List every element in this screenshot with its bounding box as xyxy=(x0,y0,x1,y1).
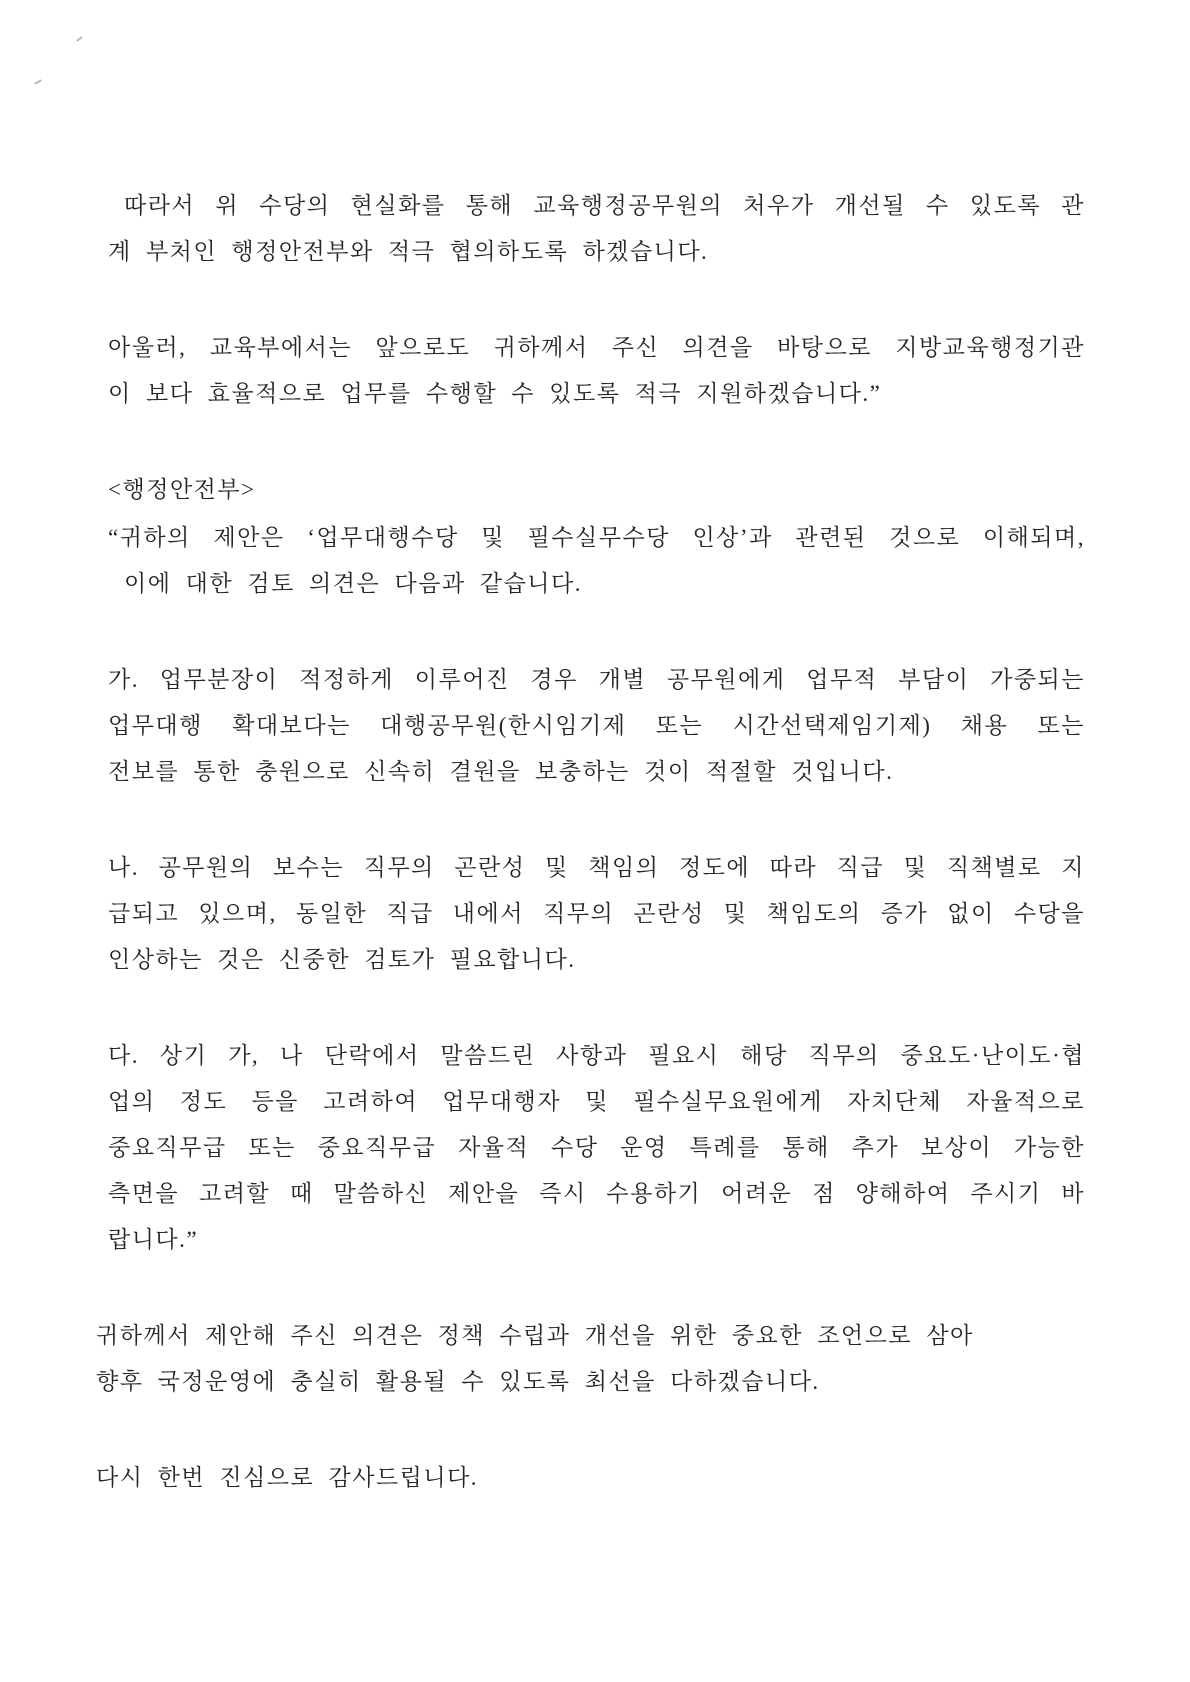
text-line: 다시 한번 진심으로 감사드립니다. xyxy=(96,1465,479,1490)
scan-speck xyxy=(34,79,42,85)
paragraph-closing-remark xyxy=(96,1313,1085,1405)
text-line: 향후 국정운영에 충실히 활용될 수 있도록 최선을 다하겠습니다. xyxy=(96,1369,820,1394)
paragraph-item-na xyxy=(108,845,1085,983)
text-line: 이 보다 효율적으로 업무를 수행할 수 있도록 적극 지원하겠습니다.” xyxy=(108,381,882,406)
text-line: 급되고 있으며, 동일한 직급 내에서 직무의 곤란성 및 책임도의 증가 없이 수당을 xyxy=(108,901,1085,926)
text-line: 전보를 통한 충원으로 신속히 결원을 보충하는 것이 적절할 것입니다. xyxy=(108,759,894,784)
text-line: 인상하는 것은 신중한 검토가 필요합니다. xyxy=(108,947,576,972)
section-title: <행정안전부> xyxy=(108,477,256,502)
text-line: 다. 상기 가, 나 단락에서 말씀드린 사항과 필요시 해당 직무의 중요도·난이도·협 xyxy=(108,1043,1085,1068)
text-line: 이에 대한 검토 의견은 다음과 같습니다. xyxy=(124,571,582,596)
paragraph-allowance-cooperation xyxy=(108,183,1085,275)
text-line: 업의 정도 등을 고려하여 업무대행자 및 필수실무요원에게 자치단체 자율적으로 xyxy=(108,1089,1085,1114)
text-line: 중요직무급 또는 중요직무급 자율적 수당 운영 특례를 통해 추가 보상이 가능한 xyxy=(108,1135,1085,1160)
text-line: 랍니다.” xyxy=(108,1227,199,1252)
text-line: 업무대행 확대보다는 대행공무원(한시임기제 또는 시간선택제임기제) 채용 또는 xyxy=(108,713,1085,738)
scan-speck xyxy=(76,36,83,42)
paragraph-moe-support xyxy=(108,325,1085,417)
paragraph-item-da xyxy=(108,1033,1085,1263)
text-line: “귀하의 제안은 ‘업무대행수당 및 필수실무수당 인상’과 관련된 것으로 이해되며, xyxy=(108,525,1085,550)
letter-body xyxy=(96,183,1085,1551)
text-line: 아울러, 교육부에서는 앞으로도 귀하께서 주신 의견을 바탕으로 지방교육행정기관 xyxy=(108,335,1085,360)
text-line: 귀하께서 제안해 주신 의견은 정책 수립과 개선을 위한 중요한 조언으로 삼아 xyxy=(96,1323,974,1348)
paragraph-mois-intro xyxy=(108,515,1085,607)
paragraph-final-thanks xyxy=(96,1455,1085,1501)
text-line: 측면을 고려할 때 말씀하신 제안을 즉시 수용하기 어려운 점 양해하여 주시기 바 xyxy=(108,1181,1085,1206)
text-line: 따라서 위 수당의 현실화를 통해 교육행정공무원의 처우가 개선될 수 있도록 관 xyxy=(124,193,1085,218)
text-line: 계 부처인 행정안전부와 적극 협의하도록 하겠습니다. xyxy=(108,239,709,264)
text-line: 가. 업무분장이 적정하게 이루어진 경우 개별 공무원에게 업무적 부담이 가중되는 xyxy=(108,667,1085,692)
paragraph-item-ga xyxy=(108,657,1085,795)
section-header-mois xyxy=(108,467,1085,513)
text-line: 나. 공무원의 보수는 직무의 곤란성 및 책임의 정도에 따라 직급 및 직책별로 지 xyxy=(108,855,1085,880)
